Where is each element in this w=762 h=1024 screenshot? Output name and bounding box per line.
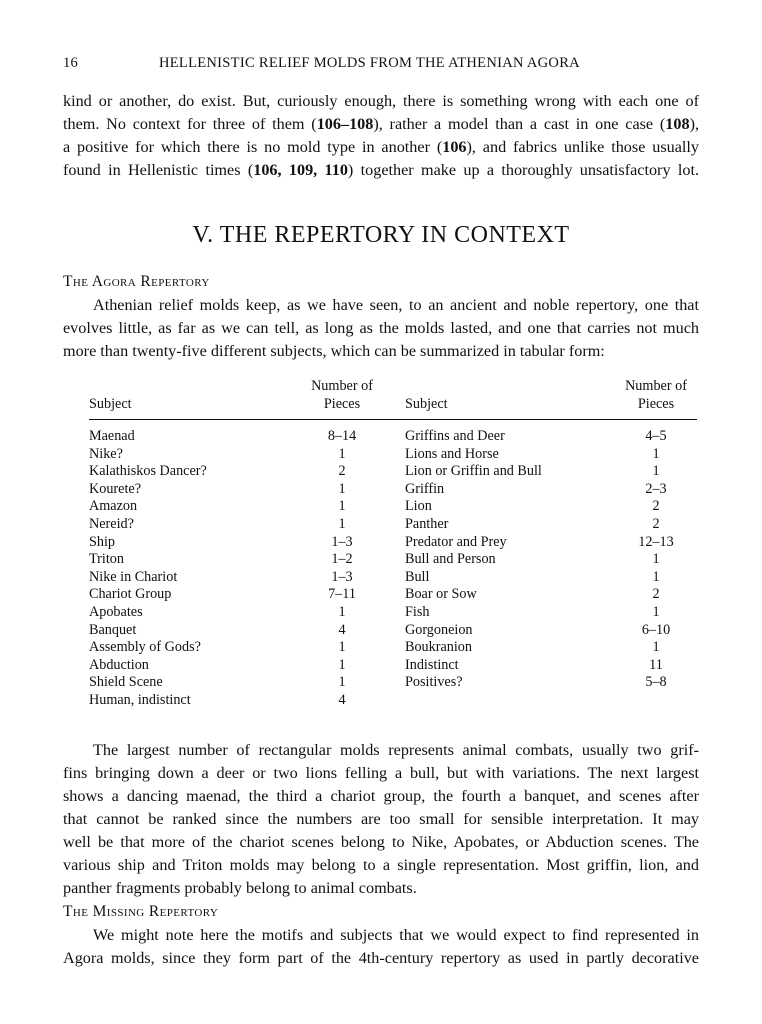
pieces-cell: 8–14: [327, 428, 357, 444]
pieces-cell: 1: [338, 674, 346, 691]
text-line: found in Hellenistic times (106, 109, 110) together make up a thoroughly unsatisfactory lot.: [63, 161, 699, 179]
column-gap: [383, 586, 405, 604]
subject-cell: Abduction: [89, 656, 149, 673]
text-line: Athenian relief molds keep, as we have seen, to an ancient and noble repertory, one that: [93, 296, 699, 314]
pieces-cell: 5–8: [645, 674, 667, 691]
column-header-pieces: Pieces: [615, 395, 697, 420]
column-gap: [383, 639, 405, 657]
table-row: [89, 498, 697, 516]
pieces-cell: 4: [338, 621, 346, 638]
table-row: [89, 692, 697, 710]
pieces-cell: 6–10: [641, 621, 671, 638]
table-row: [89, 586, 697, 604]
subject-cell: Banquet: [89, 621, 137, 638]
analysis-paragraph: [63, 739, 699, 900]
page-number: 16: [63, 55, 79, 71]
pieces-cell: 1: [338, 445, 346, 462]
subject-cell: Lions and Horse: [405, 445, 499, 462]
column-gap: [383, 674, 405, 692]
repertory-table: [89, 377, 697, 710]
table-header-row-top: [89, 377, 697, 395]
text-line: We might note here the motifs and subjects that we would expect to find represented in: [93, 926, 699, 944]
table-body: [89, 420, 697, 710]
pieces-cell: 1: [652, 551, 660, 568]
pieces-cell: 1: [338, 656, 346, 673]
subject-cell: Human, indistinct: [89, 691, 191, 708]
text-line: a positive for which there is no mold type in another (106), and fabrics unlike those usually: [63, 138, 699, 156]
missing-repertory-paragraph: [63, 924, 699, 970]
subject-cell: Gorgoneion: [405, 621, 473, 638]
pieces-cell: 1: [652, 568, 660, 585]
column-gap: [383, 463, 405, 481]
table-row: [89, 569, 697, 587]
subject-cell: Boar or Sow: [405, 586, 477, 603]
pieces-cell: 1–3: [331, 533, 353, 550]
table-row: [89, 446, 697, 464]
pieces-cell: 1–3: [331, 568, 353, 585]
pieces-cell: 2–3: [645, 480, 667, 497]
text-line: The largest number of rectangular molds represents animal combats, usually two grif-: [93, 741, 699, 759]
pieces-cell: 1: [338, 603, 346, 620]
pieces-cell: 1: [338, 480, 346, 497]
subject-cell: Shield Scene: [89, 674, 163, 691]
pieces-cell: 7–11: [328, 586, 356, 603]
subject-cell: Chariot Group: [89, 586, 172, 603]
column-gap: [383, 420, 405, 446]
column-gap: [383, 498, 405, 516]
subject-cell: Indistinct: [405, 656, 459, 673]
pieces-cell: 1: [652, 445, 660, 462]
text-line: them. No context for three of them (106–108), rather a model than a cast in one case (108),: [63, 115, 699, 133]
column-gap: [383, 569, 405, 587]
pieces-cell: 1: [652, 603, 660, 620]
subject-cell: Assembly of Gods?: [89, 639, 201, 656]
subject-cell: Maenad: [89, 428, 135, 444]
column-gap: [383, 604, 405, 622]
subject-cell: Predator and Prey: [405, 533, 507, 550]
column-gap: [383, 516, 405, 534]
pieces-cell: 2: [652, 586, 660, 603]
section-heading-agora-repertory: The Agora Repertory: [63, 273, 210, 290]
subject-cell: Panther: [405, 515, 449, 532]
subject-cell: Nereid?: [89, 515, 134, 532]
pieces-cell: 1: [338, 498, 346, 515]
catalogue-reference: 106: [442, 138, 467, 156]
subject-cell: Ship: [89, 533, 116, 550]
subject-cell: Amazon: [89, 498, 138, 515]
table-row: [89, 420, 697, 446]
subject-cell: Positives?: [405, 674, 463, 691]
column-header-number-line1: Number of: [625, 378, 687, 394]
column-gap: [383, 622, 405, 640]
column-gap: [383, 534, 405, 552]
subject-cell: Griffins and Deer: [405, 428, 505, 444]
table-row: [89, 516, 697, 534]
subject-cell: Nike in Chariot: [89, 568, 178, 585]
subject-cell: Apobates: [89, 603, 143, 620]
text-line: well be that more of the chariot scenes belong to Nike, Apobates, or Abduction scenes. The: [63, 833, 699, 851]
pieces-cell: 1–2: [331, 551, 353, 568]
running-title: HELLENISTIC RELIEF MOLDS FROM THE ATHENIAN AGORA: [159, 55, 580, 71]
subject-cell: Griffin: [405, 480, 445, 497]
subject-cell: Kalathiskos Dancer?: [89, 463, 207, 480]
subject-cell: Lion or Griffin and Bull: [405, 463, 542, 480]
column-header-subject: Subject: [89, 395, 301, 420]
table-header-row: [89, 395, 697, 420]
subject-cell: Fish: [405, 603, 430, 620]
table-row: [89, 639, 697, 657]
text-line: Agora molds, since they form part of the 4th-century repertory as used in partly decorative: [63, 949, 699, 967]
column-gap: [383, 692, 405, 710]
table-row: [89, 551, 697, 569]
subject-cell: Boukranion: [405, 639, 472, 656]
pieces-cell: 2: [652, 498, 660, 515]
catalogue-reference: 106–108: [316, 115, 374, 133]
table-row: [89, 481, 697, 499]
column-gap: [383, 446, 405, 464]
pieces-cell: [615, 692, 697, 710]
table-row: [89, 534, 697, 552]
catalogue-reference: 108: [665, 115, 690, 133]
running-head: [63, 55, 699, 77]
pieces-cell: 1: [652, 463, 660, 480]
column-header-number-line1: Number of: [311, 378, 373, 394]
pieces-cell: 1: [338, 639, 346, 656]
pieces-cell: 12–13: [638, 533, 674, 550]
subject-cell: Lion: [405, 498, 432, 515]
text-line: evolves little, as far as we can tell, as long as the molds lasted, and one that carries not much: [63, 319, 699, 337]
section-heading-missing-repertory: The Missing Repertory: [63, 903, 219, 920]
column-gap: [383, 481, 405, 499]
pieces-cell: 4: [338, 691, 346, 708]
table-row: [89, 657, 697, 675]
catalogue-reference: 106, 109, 110: [253, 161, 348, 179]
agora-repertory-paragraph: [63, 294, 699, 363]
pieces-cell: 2: [338, 463, 346, 480]
text-line: that cannot be ranked since the numbers are too small for sensible interpretation. It may: [63, 810, 699, 828]
text-line: kind or another, do exist. But, curiously enough, there is something wrong with each one of: [63, 92, 699, 110]
pieces-cell: 1: [338, 515, 346, 532]
table-row: [89, 463, 697, 481]
chapter-title: V. THE REPERTORY IN CONTEXT: [192, 222, 570, 248]
column-gap: [383, 657, 405, 675]
text-line: more than twenty-five different subjects, which can be summarized in tabular form:: [63, 342, 605, 360]
text-line: shows a dancing maenad, the third a chariot group, the fourth a banquet, and scenes after: [63, 787, 699, 805]
pieces-cell: 4–5: [645, 428, 667, 444]
intro-paragraph: [63, 90, 699, 182]
table-row: [89, 604, 697, 622]
column-header-subject: Subject: [405, 395, 615, 420]
pieces-cell: 1: [652, 639, 660, 656]
subject-cell: Nike?: [89, 445, 123, 462]
subject-cell: Triton: [89, 551, 124, 568]
pieces-cell: 11: [649, 656, 663, 673]
column-gap: [383, 551, 405, 569]
pieces-cell: 2: [652, 515, 660, 532]
text-line: fins bringing down a deer or two lions felling a bull, but with variations. The next largest: [63, 764, 699, 782]
table-row: [89, 674, 697, 692]
subject-cell: Bull: [405, 568, 430, 585]
table-row: [89, 622, 697, 640]
text-line: various ship and Triton molds may belong to a single representation. Most griffin, lion, and: [63, 856, 699, 874]
subject-cell: Bull and Person: [405, 551, 496, 568]
subject-cell: Kourete?: [89, 480, 141, 497]
text-line: panther fragments probably belong to animal combats.: [63, 879, 417, 897]
column-header-pieces: Pieces: [301, 395, 383, 420]
subject-cell: [405, 692, 615, 710]
